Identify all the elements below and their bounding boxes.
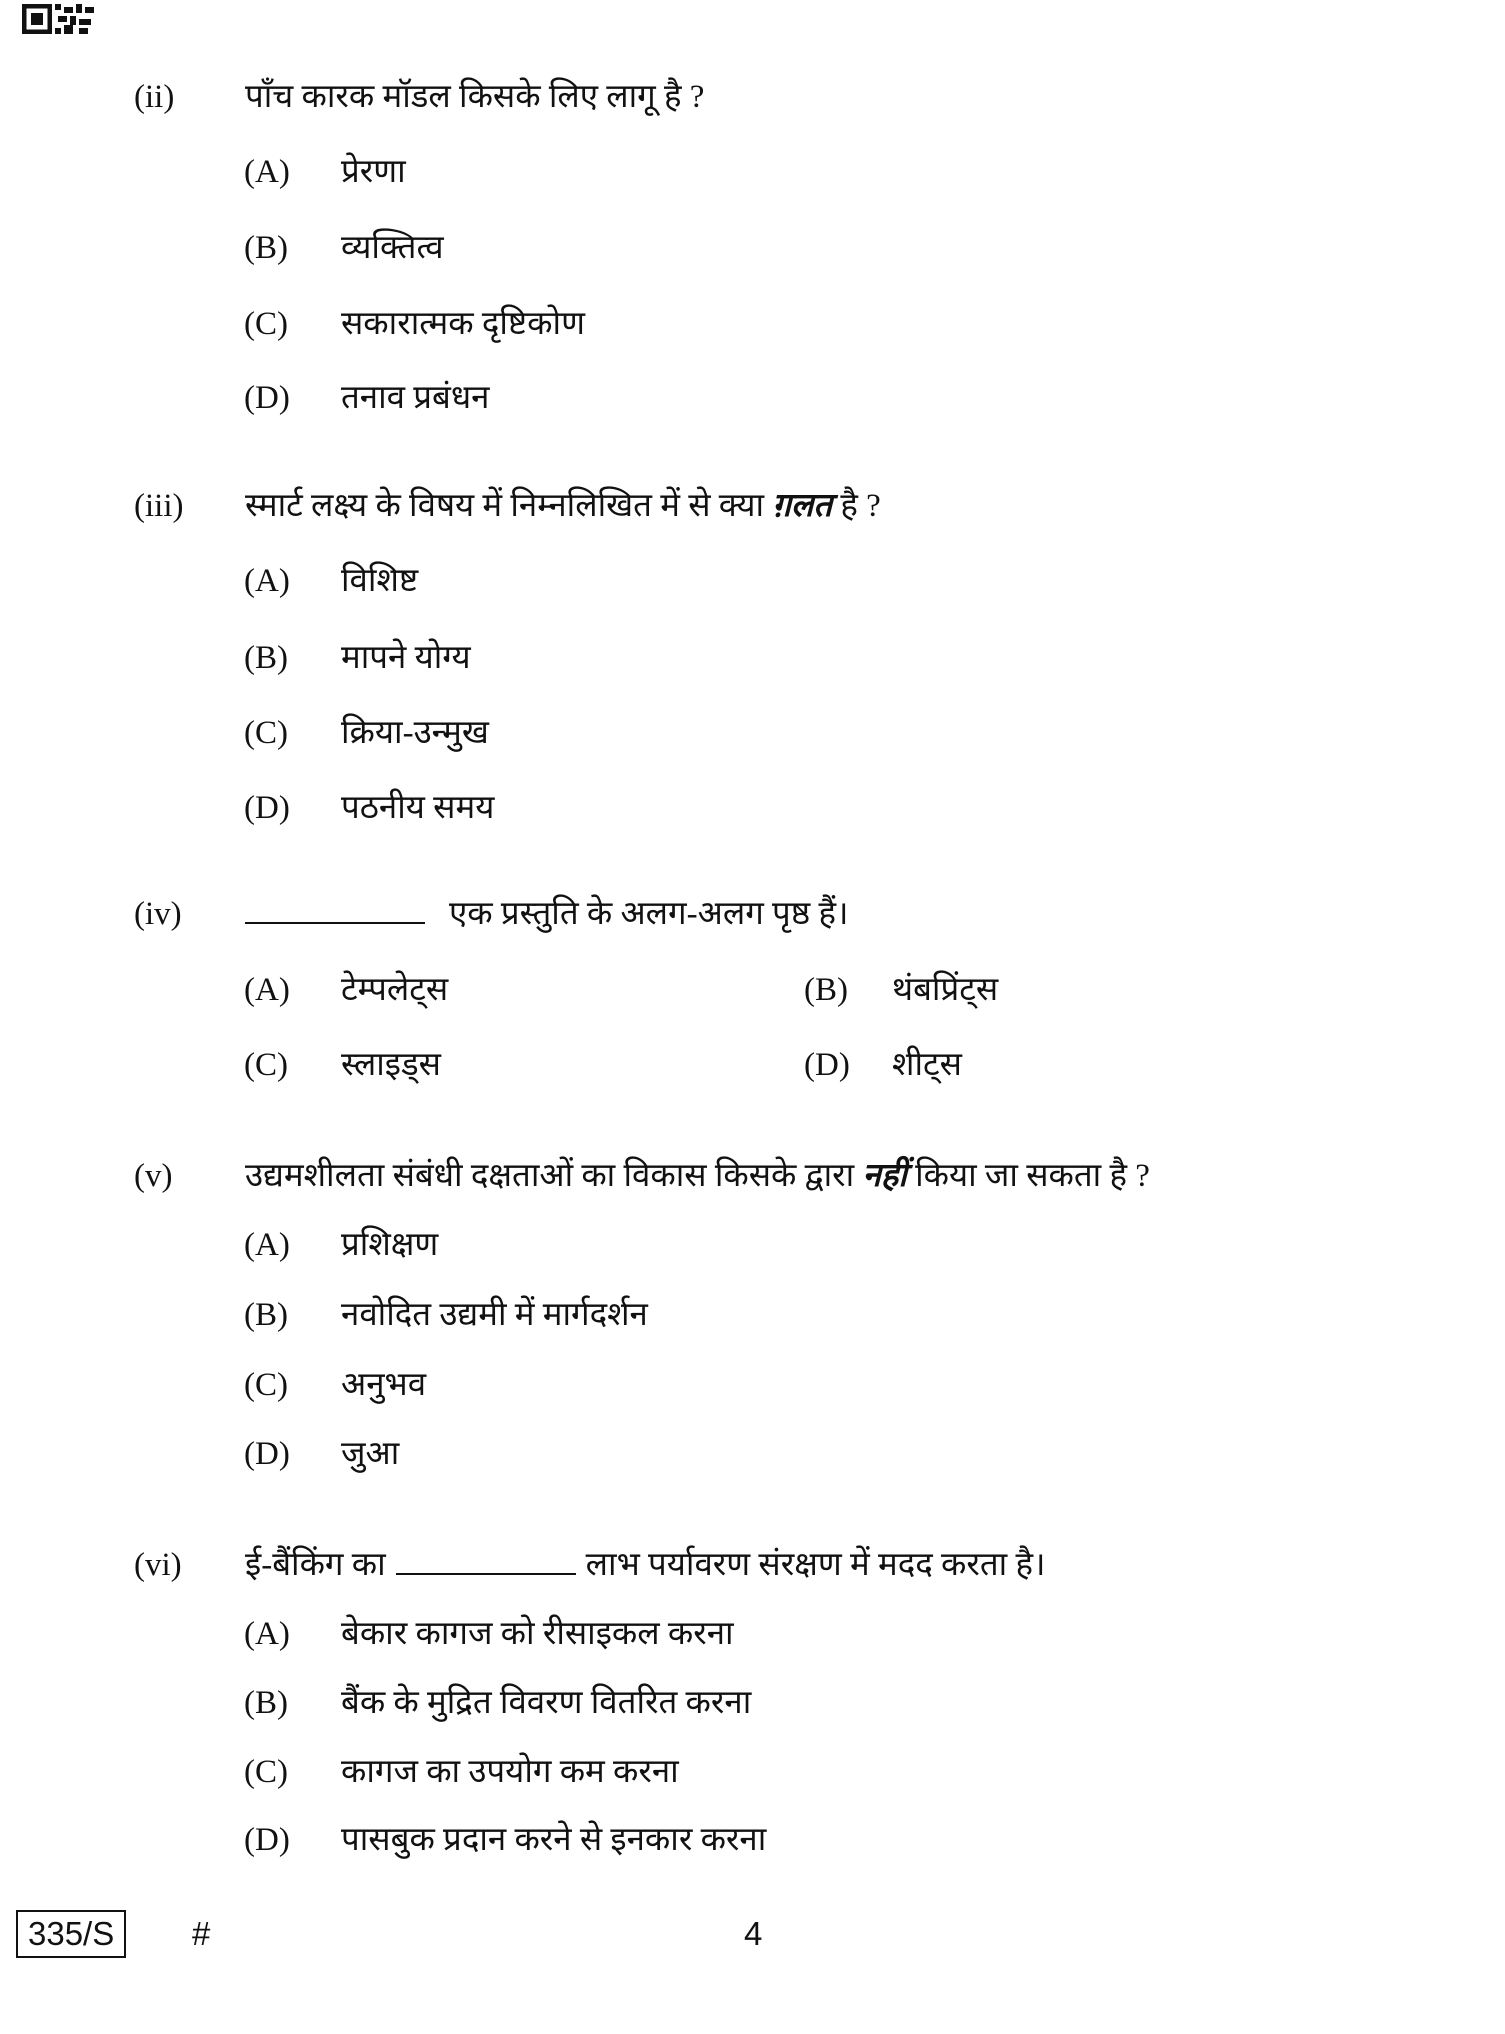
option-label: (D) [244,380,290,416]
question-text: पाँच कारक मॉडल किसके लिए लागू है ? [245,79,705,115]
option-label: (A) [244,1227,290,1263]
question-number: (v) [134,1158,173,1194]
question-text-after: किया जा सकता है ? [915,1158,1150,1194]
option-text: व्यक्तित्व [341,230,444,266]
option-text: क्रिया-उन्मुख [341,715,489,751]
question-number: (vi) [134,1547,182,1583]
option-label: (D) [244,1436,290,1472]
question-number: (iii) [134,488,184,524]
option-text: मापने योग्य [341,640,471,676]
option-label: (A) [244,972,290,1008]
option-text: थंबप्रिंट्स [892,972,999,1008]
option-label: (B) [244,1297,288,1333]
question-text-before: ई-बैंकिंग का [245,1547,386,1583]
option-text: सकारात्मक दृष्टिकोण [341,306,585,342]
option-text: प्रशिक्षण [341,1227,439,1263]
paper-code: 335/S [16,1910,126,1958]
option-text: बेकार कागज को रीसाइकल करना [341,1616,734,1652]
question-text-after: लाभ पर्यावरण संरक्षण में मदद करता है। [585,1547,1046,1583]
option-text: विशिष्ट [341,563,419,599]
option-label: (D) [244,790,290,826]
question-text-after: है ? [840,488,881,524]
option-text: शीट्स [892,1047,962,1083]
question-number: (ii) [134,79,175,115]
question-text [245,1545,1045,1585]
option-label: (C) [244,1047,288,1083]
option-text: नवोदित उद्यमी में मार्गदर्शन [341,1297,648,1333]
question-text [245,486,881,526]
question-text-before: स्मार्ट लक्ष्य के विषय में निम्नलिखित में से क्या [245,488,765,524]
question-emphasis: नहीं [862,1158,907,1194]
option-text: तनाव प्रबंधन [341,380,490,416]
option-label: (A) [244,154,290,190]
option-text: स्लाइड्स [341,1047,441,1083]
option-label: (C) [244,306,288,342]
option-label: (C) [244,1754,288,1790]
fill-in-blank [245,894,425,924]
question-text [245,1156,1150,1196]
footer-hash: # [192,1915,211,1952]
option-text: कागज का उपयोग कम करना [341,1754,679,1790]
option-label: (C) [244,715,288,751]
option-text: जुआ [341,1436,400,1472]
option-label: (C) [244,1367,288,1403]
qr-code-icon [22,4,94,34]
fill-in-blank [396,1545,576,1575]
question-emphasis: ग़लत [772,488,833,524]
question-text-after: एक प्रस्तुति के अलग-अलग पृष्ठ हैं। [449,896,849,932]
question-text [245,894,849,934]
option-label: (B) [804,972,848,1008]
option-label: (D) [244,1822,290,1858]
option-text: टेम्पलेट्स [341,972,449,1008]
option-label: (B) [244,230,288,266]
option-text: बैंक के मुद्रित विवरण वितरित करना [341,1685,752,1721]
option-label: (A) [244,1616,290,1652]
option-label: (B) [244,1685,288,1721]
option-label: (D) [804,1047,850,1083]
page-number: 4 [744,1915,763,1952]
question-text-before: उद्यमशीलता संबंधी दक्षताओं का विकास किसके द्वारा [245,1158,855,1194]
option-text: अनुभव [341,1367,427,1403]
question-number: (iv) [134,896,182,932]
option-text: पठनीय समय [341,790,495,826]
option-text: प्रेरणा [341,154,406,190]
option-text: पासबुक प्रदान करने से इनकार करना [341,1822,767,1858]
option-label: (A) [244,563,290,599]
option-label: (B) [244,640,288,676]
